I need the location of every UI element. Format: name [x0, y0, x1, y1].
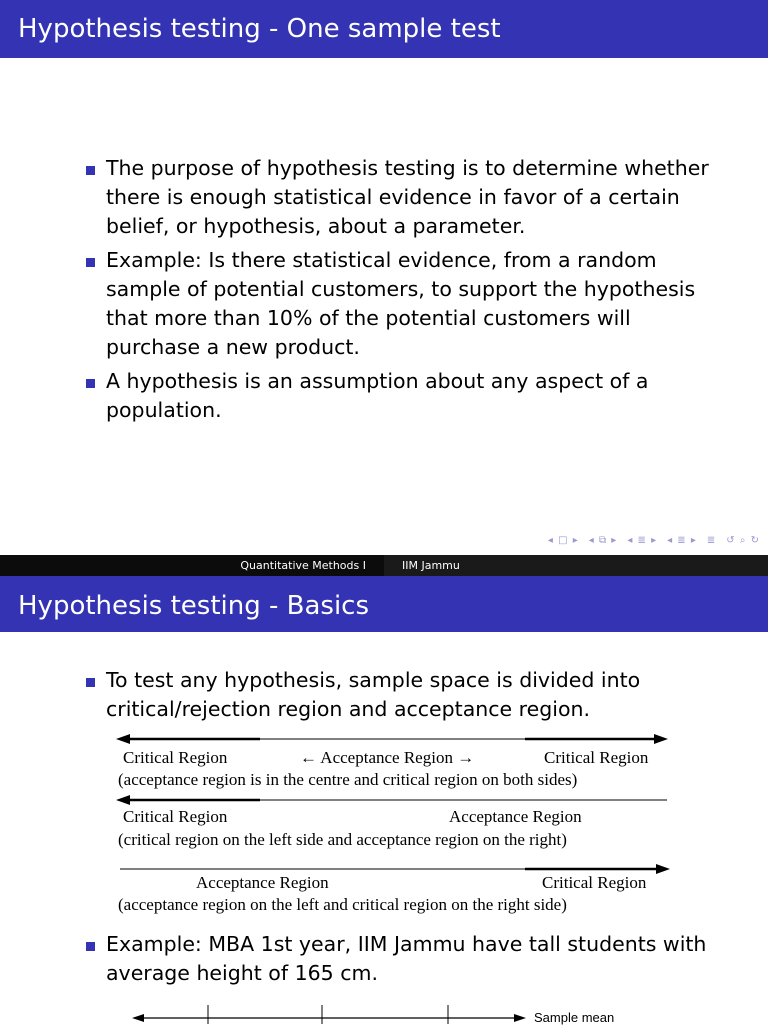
right-arrowhead-icon — [654, 734, 668, 744]
subsection-nav-icon[interactable]: ◂ ⧉ ▸ — [588, 535, 618, 546]
slide-title-bar — [0, 576, 768, 632]
axis-label: Sample mean — [534, 1010, 615, 1025]
bullet-item: A hypothesis is an assumption about any aspect of a population. — [84, 367, 724, 425]
document-nav-icon[interactable]: ◂ ≣ ▸ — [667, 535, 697, 546]
bullet-list — [84, 154, 724, 430]
row1-middle-label: ← Acceptance Region → — [300, 748, 475, 767]
bullet-item: The purpose of hypothesis testing is to determine whether there is enough statistical evidence in favor of a certain belief, or hypothesis, about a parameter. — [84, 154, 724, 241]
bullet-item: To test any hypothesis, sample space is divided into critical/rejection region and acceptance region. — [84, 666, 724, 724]
row3-caption: (acceptance region on the left and critical region on the right side) — [118, 895, 567, 914]
bullet-square-icon — [86, 379, 95, 388]
bullet-square-icon — [86, 678, 95, 687]
row2-right-label: Acceptance Region — [449, 807, 582, 826]
institute-name: IIM Jammu — [402, 559, 460, 572]
slide-title: Hypothesis testing - One sample test — [18, 14, 501, 44]
row1-right-label: Critical Region — [544, 748, 649, 767]
left-arrowhead-icon — [116, 795, 130, 805]
height-axis-figure — [130, 1000, 650, 1024]
slide-title: Hypothesis testing - Basics — [18, 591, 370, 621]
right-arrowhead-icon — [656, 864, 670, 874]
left-arrowhead-icon — [116, 734, 130, 744]
bullet-list — [84, 666, 724, 729]
bullet-list — [84, 930, 724, 993]
row2-caption: (critical region on the left side and acceptance region on the right) — [118, 830, 567, 849]
bullet-item: Example: MBA 1st year, IIM Jammu have tall students with average height of 165 cm. — [84, 930, 724, 988]
row3-left-label: Acceptance Region — [196, 873, 329, 892]
row1-caption: (acceptance region is in the centre and critical region on both sides) — [118, 770, 578, 789]
outline-icon[interactable]: ≣ — [706, 535, 717, 546]
beamer-navigation — [548, 535, 760, 546]
frame-nav-icon[interactable]: ◂ □ ▸ — [547, 535, 579, 546]
left-arrowhead-icon — [132, 1014, 144, 1022]
row2-left-label: Critical Region — [123, 807, 228, 826]
course-name: Quantitative Methods I — [240, 559, 366, 572]
right-arrowhead-icon — [514, 1014, 526, 1022]
bullet-square-icon — [86, 942, 95, 951]
bullet-item: Example: Is there statistical evidence, from a random sample of potential customers, to support the hypothesis that more than 10% of the potential customers will purchase a new product. — [84, 246, 724, 362]
bullet-square-icon — [86, 258, 95, 267]
section-nav-icon[interactable]: ◂ ≣ ▸ — [627, 535, 658, 546]
search-back-icon[interactable]: ↺ ⌕ ↻ — [726, 535, 760, 546]
row1-left-label: Critical Region — [123, 748, 228, 767]
slide-title-bar — [0, 0, 768, 58]
critical-region-figure — [110, 728, 675, 918]
bullet-square-icon — [86, 166, 95, 175]
row3-right-label: Critical Region — [542, 873, 647, 892]
slide-footer — [0, 555, 768, 576]
